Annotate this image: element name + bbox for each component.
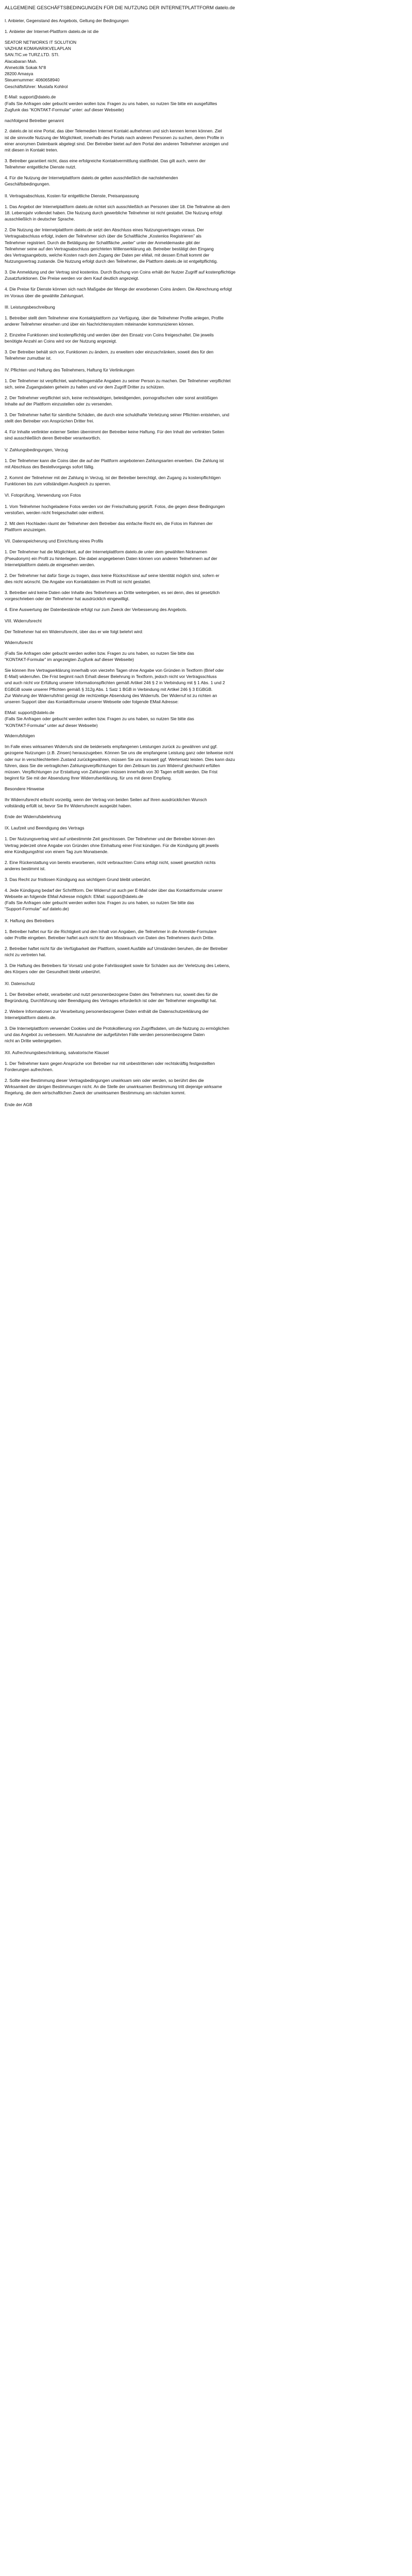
section-paragraph: 2. Eine Rückerstattung von bereits erworbenen, nicht verbrauchten Coins erfolgt nicht, soweit gesetzlich nichts anderes bestimmt ist. xyxy=(5,859,216,872)
section-paragraph: 1. Der Nutzungsvertrag wird auf unbestimmte Zeit geschlossen. Der Teilnehmer und der Betreiber können den Vertrag jederzeit ohne Angabe von Gründen ohne Einhaltung einer Frist kündigen. Für die Kündigung gilt jeweils eine Kündigungsfrist von einem Tag zum Monatsende. xyxy=(5,836,219,855)
section-paragraph: 3. Betreiber garantiert nicht, dass eine erfolgreiche Kontaktvermittlung stattfindet. Das gilt auch, wenn der Teilnehmer entgeltliche Dienste nutzt. xyxy=(5,158,206,170)
document-footer: Ende der AGB xyxy=(5,1101,32,1107)
section-paragraph: 3. Betreiber wird keine Daten oder Inhalte des Teilnehmers an Dritte weitergeben, es sei denn, dies ist gesetzlich vorgeschrieben oder der Teilnehmer hat ausdrücklich eingewilligt. xyxy=(5,589,220,602)
terms-section xyxy=(5,367,405,442)
section-heading: III. Leistungsbeschreibung xyxy=(5,304,55,310)
section-paragraph: 2. Mit dem Hochladen räumt der Teilnehmer dem Betreiber das einfache Recht ein, die Fotos im Rahmen der Plattform anzuzeigen. xyxy=(5,520,213,532)
section-paragraph: 1. Betreiber stellt dem Teilnehmer eine Kontaktplattform zur Verfügung, über die Teilnehmer Profile anlegen, Profile anderer Teilnehmer einsehen und über ein Nachrichtensystem miteinander kommunizieren können. xyxy=(5,315,224,327)
terms-section xyxy=(5,918,405,975)
section-paragraph: 2. Sollte eine Bestimmung dieser Vertragsbedingungen unwirksam sein oder werden, so berührt dies die Wirksamkeit der übrigen Bestimmungen nicht. An die Stelle der unwirksamen Bestimmung tritt diejenige wirksame Regelung, die dem wirtschaftlichen Zweck der unwirksamen Bestimmung am nächsten kommt. xyxy=(5,1077,222,1096)
section-paragraph: 1. Der Teilnehmer kann die Coins über die auf der Plattform angebotenen Zahlungsarten erwerben. Die Zahlung ist mit Abschluss des Bestellvorgangs sofort fällig. xyxy=(5,457,224,470)
section-heading: XI. Datenschutz xyxy=(5,980,36,986)
section-paragraph: 1. Anbieter der Internet-Plattform datelo.de ist die xyxy=(5,28,99,34)
terms-section xyxy=(5,618,405,820)
section-paragraph: 1. Der Betreiber erhebt, verarbeitet und nutzt personenbezogene Daten des Teilnehmers nur, soweit dies für die Begründung, Durchführung oder Beendigung des Vertrages erforderlich ist oder der Teilnehmer eingewilligt hat. xyxy=(5,991,218,1004)
section-paragraph: 2. Der Teilnehmer hat dafür Sorge zu tragen, dass keine Rückschlüsse auf seine Identität möglich sind, sofern er dies nicht wünscht. Die Angabe von Kontaktdaten im Profil ist nicht gestattet. xyxy=(5,572,219,585)
section-paragraph: 2. Weitere Informationen zur Verarbeitung personenbezogener Daten enthält die Datenschutzerklärung der Internetplattform datelo.de. xyxy=(5,1008,209,1021)
terms-section xyxy=(5,538,405,613)
section-paragraph: 3. Die Haftung des Betreibers für Vorsatz und grobe Fahrlässigkeit sowie für Schäden aus der Verletzung des Lebens, des Körpers oder der Gesundheit bleibt unberührt. xyxy=(5,962,230,975)
section-paragraph: 2. Betreiber haftet nicht für die Verfügbarkeit der Plattform, soweit Ausfälle auf Umständen beruhen, die der Betreiber nicht zu vertreten hat. xyxy=(5,945,228,958)
section-paragraph: Im Falle eines wirksamen Widerrufs sind die beiderseits empfangenen Leistungen zurück zu gewähren und ggf. gezogene Nutzungen (z.B. Zinsen) herauszugeben. Können Sie uns die empfangene Leistung ganz oder teilweise nicht oder nur in verschlechtertem Zustand zurückgewähren, müssen Sie uns insoweit ggf. Wertersatz leisten. Dies kann dazu führen, dass Sie die vertraglichen Zahlungsverpflichtungen für den Zeitraum bis zum Widerruf gleichwohl erfüllen müssen. Verpflichtungen zur Erstattung von Zahlungen müssen innerhalb von 30 Tagen erfüllt werden. Die Frist beginnt für Sie mit der Absendung Ihrer Widerrufserklärung, für uns mit deren Empfang. xyxy=(5,744,235,781)
section-heading: V. Zahlungsbedingungen, Verzug xyxy=(5,447,68,452)
section-paragraph: 1. Der Teilnehmer hat die Möglichkeit, auf der Internetplattform datelo.de unter dem gewählten Nicknamen (Pseudonym) ein Profil zu hinterlegen. Die dabei angegebenen Daten können von anderen Teilnehmern auf der Internetplattform datelo.de eingesehen werden. xyxy=(5,549,217,567)
section-paragraph: SEATOR NETWORKS IT SOLUTION VAZHUM KOMAVARIKVELAPLAN SAN.TIC.ve TURZ.LTD. STI. Alacabaran Mah. Ahmetcilik Sokak N°8 28200 Amasya Steuernummer: 4060658940 Geschäftsführer: Mustafa Kohlrol xyxy=(5,39,77,89)
section-heading: VIII. Widerrufsrecht xyxy=(5,618,42,624)
section-paragraph: Sie können Ihre Vertragserklärung innerhalb von vierzehn Tagen ohne Angabe von Gründen in Textform (Brief oder E-Mail) widerrufen. Die Frist beginnt nach Erhalt dieser Belehrung in Textform, jedoch nicht vor Vertragsschluss und auch nicht vor Erfüllung unserer Informationspflichten gemäß Artikel 246 § 2 in Verbindung mit § 1 Abs. 1 und 2 EGBGB sowie unserer Pflichten gemäß § 312g Abs. 1 Satz 1 BGB in Verbindung mit Artikel 246 § 3 EGBGB. Zur Wahrung der Widerrufsfrist genügt die rechtzeitige Absendung des Widerrufs. Der Widerruf ist zu richten an unseren Support über das Kontaktformular unserer Webseite oder folgende EMail Adresse: xyxy=(5,667,225,705)
section-paragraph: 1. Vom Teilnehmer hochgeladene Fotos werden vor der Freischaltung geprüft. Fotos, die gegen diese Bedingungen verstoßen, werden nicht freigeschaltet oder entfernt. xyxy=(5,503,225,515)
terms-section xyxy=(5,193,405,299)
terms-section xyxy=(5,980,405,1044)
section-paragraph: Widerrufsfolgen xyxy=(5,733,35,739)
document-title: ALLGEMEINE GESCHÄFTSBEDINGUNGEN FÜR DIE NUTZUNG DER INTERNETPLATTFORM datelo.de xyxy=(5,5,235,10)
section-paragraph: (Falls Sie Anfragen oder gebucht werden wollen bzw. Fragen zu uns haben, so nutzen Sie bitte das “KONTAKT-Formular” im angezeigten Zugfunk auf dieser Webseite) xyxy=(5,650,194,663)
section-paragraph: 2. Kommt der Teilnehmer mit der Zahlung in Verzug, ist der Betreiber berechtigt, den Zugang zu kostenpflichtigen Funktionen bis zum vollständigen Ausgleich zu sperren. xyxy=(5,474,221,487)
terms-section xyxy=(5,304,405,362)
section-paragraph: 4. Für die Nutzung der Internetplattform datelo.de gelten ausschließlich die nachstehenden Geschäftsbedingungen. xyxy=(5,175,178,187)
section-paragraph: 3. Die Anmeldung und der Vertrag sind kostenlos. Durch Buchung von Coins erhält der Nutzer Zugriff auf kostenpflichtige Zusatzfunktionen. Die Preise werden vor dem Kauf deutlich angezeigt. xyxy=(5,269,236,281)
section-heading: X. Haftung des Betreibers xyxy=(5,918,54,923)
section-paragraph: Ihr Widerrufsrecht erlischt vorzeitig, wenn der Vertrag von beiden Seiten auf Ihren ausdrücklichen Wunsch vollständig erfüllt ist, bevor Sie Ihr Widerrufsrecht ausgeübt haben. xyxy=(5,796,207,809)
section-heading: I. Anbieter, Gegenstand des Angebots, Geltung der Bedingungen xyxy=(5,18,129,23)
section-heading: IV. Pflichten und Haftung des Teilnehmers, Haftung für Verlinkungen xyxy=(5,367,134,372)
terms-section xyxy=(5,1049,405,1096)
terms-section xyxy=(5,825,405,912)
section-paragraph: 1. Der Teilnehmer ist verpflichtet, wahrheitsgemäße Angaben zu seiner Person zu machen. Der Teilnehmer verpflichtet sich, seine Zugangsdaten geheim zu halten und vor dem Zugriff Dritter zu schützen. xyxy=(5,378,231,390)
section-heading: VII. Datenspeicherung und Einrichtung eines Profils xyxy=(5,538,104,544)
section-paragraph: 3. Der Betreiber behält sich vor, Funktionen zu ändern, zu erweitern oder einzuschränken, soweit dies für den Teilnehmer zumutbar ist. xyxy=(5,349,214,361)
section-paragraph: 3. Die Internetplattform verwendet Cookies und die Protokollierung von Zugriffsdaten, um die Nutzung zu ermöglichen und das Angebot zu verbessern. Mit Ausnahme der aufgeführten Fälle werden personenbezogene Daten nicht an Dritte weitergegeben. xyxy=(5,1025,230,1044)
section-paragraph: 2. Einzelne Funktionen sind kostenpflichtig und werden über den Einsatz von Coins freigeschaltet. Die jeweils benötigte Anzahl an Coins wird vor der Nutzung angezeigt. xyxy=(5,332,214,344)
section-paragraph: Ende der Widerrufsbelehrung xyxy=(5,814,61,819)
section-paragraph: 3. Das Recht zur fristlosen Kündigung aus wichtigem Grund bleibt unberührt. xyxy=(5,876,151,882)
section-paragraph: 4. Jede Kündigung bedarf der Schriftform. Der Widerruf ist auch per E-Mail oder über das Kontaktformular unserer Webseite an folgende EMail Adresse möglich: EMail: support@datelo.de (Falls Sie Anfragen oder gebucht werden wollen bzw. Fragen zu uns haben, so nutzen Sie bitte das “Support-Formular” auf datelo.de) xyxy=(5,887,223,912)
terms-section xyxy=(5,18,405,188)
section-paragraph: Besondere Hinweise xyxy=(5,786,44,792)
section-paragraph: 4. Eine Auswertung der Datenbestände erfolgt nur zum Zweck der Verbesserung des Angebots. xyxy=(5,606,187,612)
section-paragraph: 3. Der Teilnehmer haftet für sämtliche Schäden, die durch eine schuldhafte Verletzung seiner Pflichten entstehen, und stellt den Betreiber von Ansprüchen Dritter frei. xyxy=(5,412,230,424)
section-paragraph: Widerrufsrecht xyxy=(5,640,33,646)
terms-document xyxy=(0,0,412,1113)
section-paragraph: 2. Die Nutzung der Internetplattform datelo.de setzt den Abschluss eines Nutzungsvertrages voraus. Der Vertragsabschluss erfolgt, indem der Teilnehmer sich über die Schaltfläche „Kostenlos Registrieren” als Teilnehmer registriert. Durch die Betätigung der Schaltfläche „weiter” unter der Anmeldemaske gibt der Teilnehmer seine auf den Vertragsabschluss gerichteten Willenserklärung ab. Betreiber bestätigt den Eingang des Vertragsangebots, welche Kosten nach dem Zugang der Daten per eMail, mit dessen Erhalt kommt der Nutzungsvertrag zustande. Die Nutzung erfolgt durch den Teilnehmer, die Plattform datelo.de ist entgeltpflichtig. xyxy=(5,227,218,264)
section-heading: VI. Fotoprüfung, Verwendung von Fotos xyxy=(5,493,81,498)
section-paragraph: nachfolgend Betreiber genannt xyxy=(5,117,64,123)
section-paragraph: 1. Betreiber haftet nur für die Richtigkeit und den Inhalt von Angaben, die Teilnehmer in die Anmelde-Formulare oder Profile eingeben. Betreiber haftet auch nicht für den Missbrauch von Daten des Teilnehmers durch Dritte. xyxy=(5,928,217,941)
section-heading: II. Vertragsabschluss, Kosten für entgeltliche Dienste, Preisanpassung xyxy=(5,193,139,198)
section-heading: IX. Laufzeit und Beendigung des Vertrags xyxy=(5,825,84,831)
section-paragraph: 2. datelo.de ist eine Portal, das über Telemedien Internet Kontakt aufnehmen und sich kennen lernen können. Ziel ist die sinnvolle Nutzung der Möglichkeit, innerhalb des Portals nach anderen Personen zu suchen, deren Profile in einer anonymen Datenbank abgelegt sind. Der Betreiber bietet auf dem Portal den anderen Teilnehmer anzeigen und mit diesen in Kontakt treten. xyxy=(5,128,229,153)
section-paragraph: E-Mail: support@datelo.de (Falls Sie Anfragen oder gebucht werden wollen bzw. Fragen zu uns haben, so nutzen Sie bitte ein ausgefülltes Zugfunk das “KONTAKT-Formular” unter: auf dieser Webseite) xyxy=(5,94,217,112)
section-paragraph: 1. Der Teilnehmer kann gegen Ansprüche von Betreiber nur mit unbestrittenen oder rechtskräftig festgestellten Forderungen aufrechnen. xyxy=(5,1060,215,1073)
section-paragraph: 2. Der Teilnehmer verpflichtet sich, keine rechtswidrigen, beleidigenden, pornografischen oder sonst anstößigen Inhalte auf der Plattform einzustellen oder zu versenden. xyxy=(5,395,218,407)
section-paragraph: Der Teilnehmer hat ein Widerrufsrecht, über das er wie folgt belehrt wird: xyxy=(5,629,143,635)
sections-container xyxy=(5,18,405,1096)
section-paragraph: 4. Die Preise für Dienste können sich nach Maßgabe der Menge der erworbenen Coins ändern. Die Abrechnung erfolgt im Voraus über die gewählte Zahlungsart. xyxy=(5,286,232,298)
section-paragraph: EMail: support@datelo.de (Falls Sie Anfragen oder gebucht werden wollen bzw. Fragen zu uns haben, so nutzen Sie bitte das “KONTAKT-Formular” unter auf dieser Webseite) xyxy=(5,710,194,728)
section-paragraph: 1. Das Angebot der Internetplattform datelo.de richtet sich ausschließlich an Personen über 18. Die Teilnahme ab dem 18. Lebensjahr vollendet haben. Die Nutzung durch gewerbliche Teilnehmer ist nicht gestattet. Die Nutzung erfolgt ausschließlich in deutscher Sprache. xyxy=(5,204,230,222)
section-heading: XII. Aufrechnungsbeschränkung, salvatorische Klausel xyxy=(5,1049,109,1055)
terms-section xyxy=(5,492,405,533)
section-paragraph: 4. Für Inhalte verlinkter externer Seiten übernimmt der Betreiber keine Haftung. Für den Inhalt der verlinkten Seiten sind ausschließlich deren Betreiber verantwortlich. xyxy=(5,429,225,441)
terms-section xyxy=(5,447,405,487)
